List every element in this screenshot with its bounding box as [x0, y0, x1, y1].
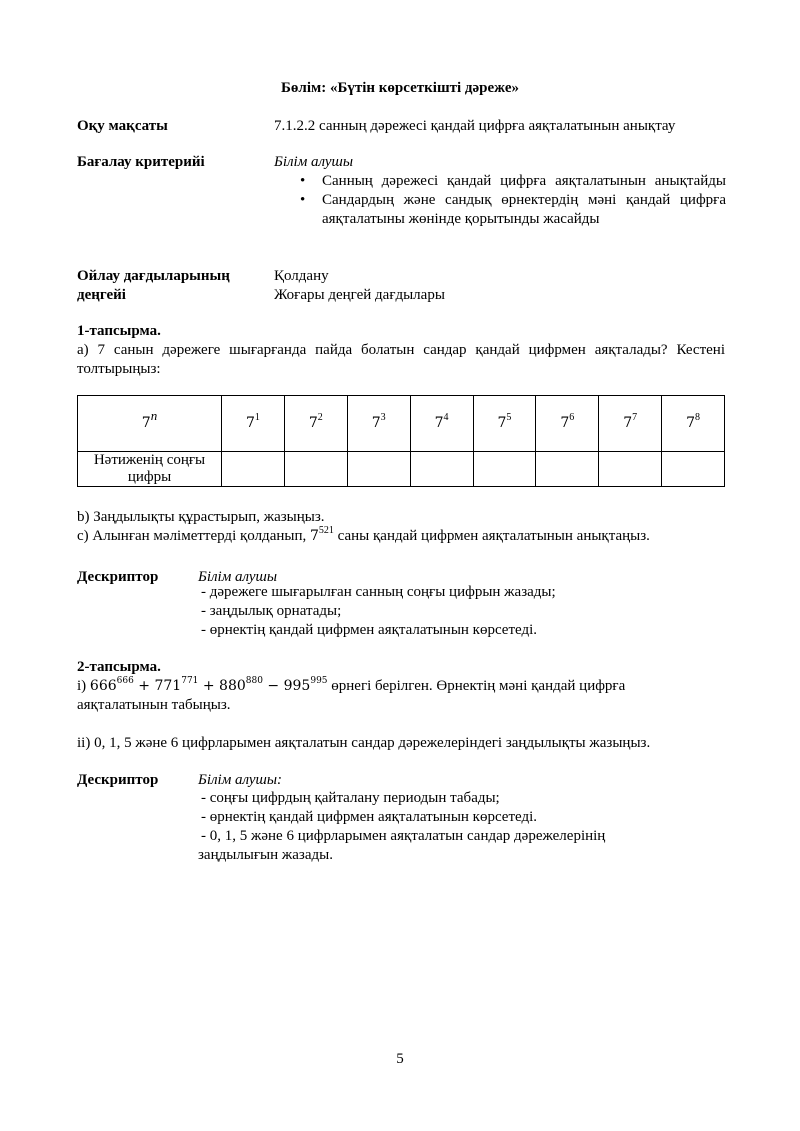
task2-title: 2-тапсырма. [77, 659, 161, 675]
table-header-cell: $7^8$ [662, 396, 725, 452]
thinking-value-line2: Жоғары деңгей дағдылары [274, 287, 445, 303]
descriptor1-item: - өрнектің қандай цифрмен аяқталатынын көрсетеді. [201, 622, 538, 638]
descriptor2-item: - 0, 1, 5 және 6 цифрларымен аяқталатын сандар дәрежелерінің [201, 828, 606, 844]
thinking-value-line1: Қолдану [274, 268, 329, 284]
table-row-label: Нәтиженің соңғы цифры [78, 452, 222, 487]
criteria-learner: Білім алушы [274, 154, 354, 170]
table-cell-empty[interactable] [222, 452, 285, 487]
task1-a-text: а) 7 санын дәрежеге шығарғанда пайда болатын сандар қандай цифрмен аяқталады? Кестені толтырыңыз: [77, 342, 725, 377]
table-header-cell: $7^5$ [473, 396, 536, 452]
table-header-cell: 7$^n$ [78, 396, 222, 452]
table-cell-empty[interactable] [347, 452, 410, 487]
criteria-list [274, 172, 726, 229]
table-header-cell: $7^7$ [599, 396, 662, 452]
table-cell-empty[interactable] [473, 452, 536, 487]
descriptor1-list [201, 583, 556, 640]
task2-ii-text: ii) 0, 1, 5 және 6 цифрларымен аяқталатын сандар дәрежелеріндегі заңдылықты жазыңыз. [77, 735, 651, 751]
table-cell-empty[interactable] [599, 452, 662, 487]
objectives-value: 7.1.2.2 санның дәрежесі қандай цифрға аяқталатынын анықтау [274, 118, 676, 134]
descriptor2-learner: Білім алушы: [198, 772, 283, 788]
thinking-label-line2: деңгейі [77, 287, 126, 303]
powers-table [77, 395, 725, 487]
table-header-cell: $7^2$ [284, 396, 347, 452]
criteria-item [274, 191, 726, 229]
descriptor2-last-line: заңдылығын жазады. [198, 847, 333, 863]
table-header-cell: $7^4$ [410, 396, 473, 452]
page-number: 5 [396, 1051, 404, 1067]
descriptor1-item: - дәрежеге шығарылған санның соңғы цифрын жазады; [201, 584, 556, 600]
descriptor1-item: - заңдылық орнатады; [201, 603, 342, 619]
objectives-label: Оқу мақсаты [77, 118, 168, 134]
table-header-cell: $7^3$ [347, 396, 410, 452]
task1-b-text: b) Заңдылықты құрастырып, жазыңыз. [77, 509, 325, 525]
table-row [78, 452, 725, 487]
thinking-value [274, 267, 445, 305]
bullet-icon: • [300, 173, 306, 189]
task2-i-line2: аяқталатынын табыңыз. [77, 697, 231, 713]
descriptor2-item: - соңғы цифрдың қайталану периодын табады; [201, 790, 500, 806]
criteria-label: Бағалау критерийі [77, 154, 205, 170]
criteria-item-text: Санның дәрежесі қандай цифрға аяқталатынын анықтайды [322, 173, 726, 189]
criteria-item [274, 172, 726, 191]
criteria-item-text: Сандардың және сандық өрнектердің мәні қандай цифрға аяқталатыны жөнінде қорытынды жасайды [322, 192, 726, 227]
descriptor2-item: - өрнектің қандай цифрмен аяқталатынын көрсетеді. [201, 809, 538, 825]
bullet-icon: • [300, 192, 306, 208]
section-title: Бөлім: «Бүтін көрсеткішті дәреже» [280, 80, 519, 96]
table-header-cell: $7^6$ [536, 396, 599, 452]
expression: $666^{666} + 771^{771} + 880^{880} - 995^{995}$ [89, 676, 328, 694]
descriptor1-label: Дескриптор [77, 569, 159, 585]
table-cell-empty[interactable] [410, 452, 473, 487]
table-header-cell: $7^1$ [222, 396, 285, 452]
table-cell-empty[interactable] [662, 452, 725, 487]
criteria-block [274, 153, 726, 229]
table-cell-empty[interactable] [284, 452, 347, 487]
table-header-row [78, 396, 725, 452]
table-cell-empty[interactable] [536, 452, 599, 487]
descriptor1-learner: Білім алушы [198, 569, 278, 585]
thinking-label-line1: Ойлау дағдыларының [77, 268, 230, 284]
task2-i-text: i) $666^{666} + 771^{771} + 880^{880} - 995^{995}$ өрнегі берілген. Өрнектің мәні қандай цифрға [77, 676, 626, 694]
descriptor2-label: Дескриптор [77, 772, 159, 788]
task1-c-text: c) Алынған мәліметтерді қолданып, $7^{521}$ саны қандай цифрмен аяқталатынын анықтаңыз. [77, 525, 650, 544]
descriptor2-list [201, 789, 605, 846]
task1-title: 1-тапсырма. [77, 323, 161, 339]
thinking-label [77, 267, 230, 305]
